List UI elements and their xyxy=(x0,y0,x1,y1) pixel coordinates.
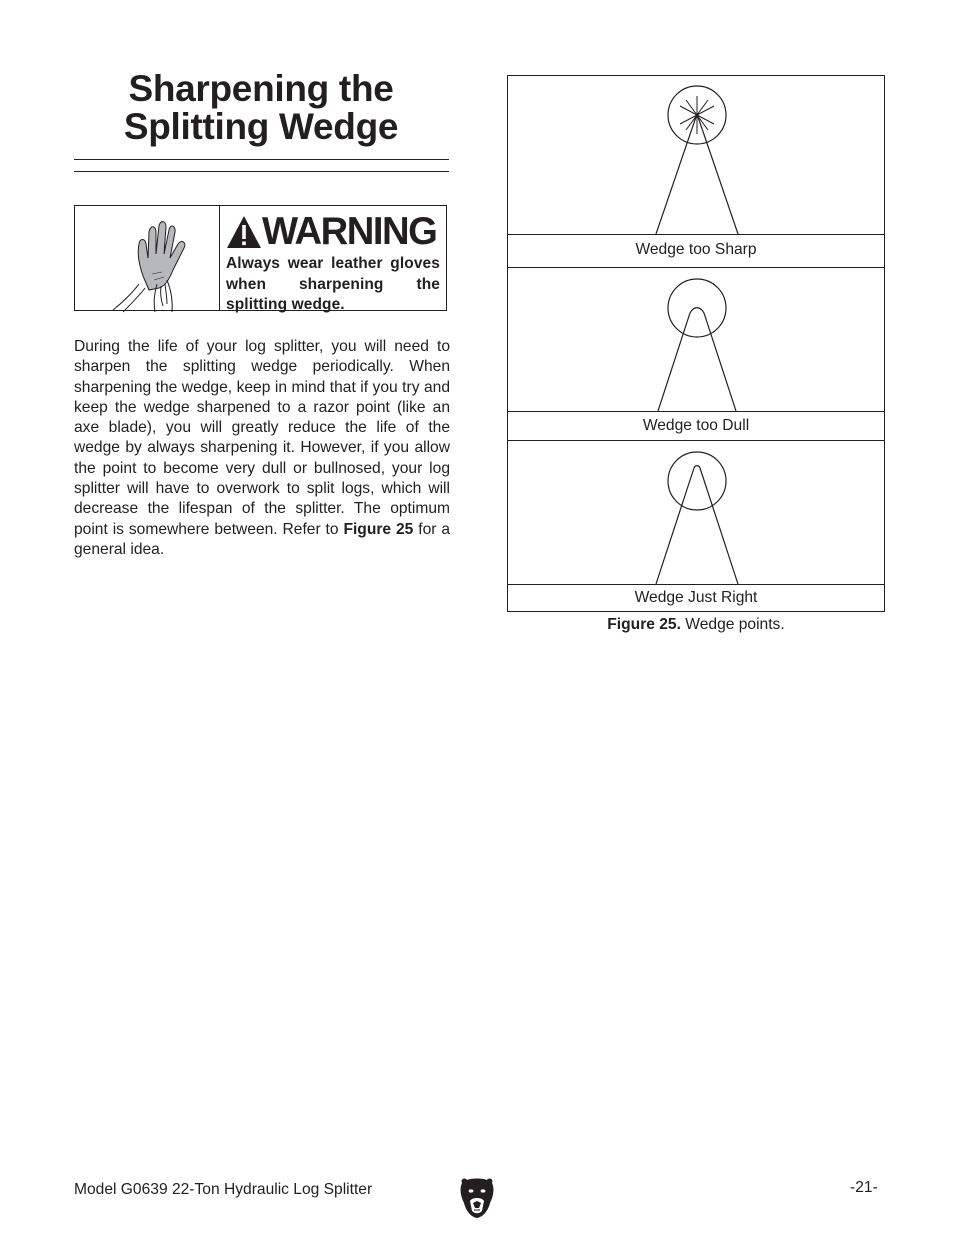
page-title xyxy=(74,70,448,146)
panel-wedge-just-right xyxy=(507,440,885,612)
warning-heading: WARNING xyxy=(262,210,437,253)
bear-logo-icon xyxy=(458,1177,496,1224)
warning-box xyxy=(74,205,447,311)
wedge-too-dull-diagram xyxy=(508,268,884,411)
figure-25 xyxy=(507,75,885,635)
title-rule-bottom xyxy=(74,171,449,172)
warning-text: Always wear leather gloves when sharpening the splitting wedge. xyxy=(226,255,440,313)
figure-caption: Figure 25. Wedge points. xyxy=(607,616,785,633)
figure-reference: Figure 25 xyxy=(343,520,414,538)
wedge-too-sharp-diagram xyxy=(508,76,884,234)
wedge-just-right-diagram xyxy=(508,441,884,584)
page-number: -21- xyxy=(850,1179,878,1196)
panel-wedge-too-dull xyxy=(507,267,885,441)
title-rule-top xyxy=(74,159,449,160)
title-line-2: Splitting Wedge xyxy=(123,106,399,147)
footer-model: Model G0639 22-Ton Hydraulic Log Splitter xyxy=(74,1181,373,1198)
glove-hand-icon xyxy=(75,206,220,310)
panel-label-sharp: Wedge too Sharp xyxy=(508,234,884,267)
panel-wedge-too-sharp xyxy=(507,75,885,268)
panel-label-dull: Wedge too Dull xyxy=(508,411,884,440)
panel-label-just-right: Wedge Just Right xyxy=(508,584,884,611)
body-paragraph: During the life of your log splitter, you will need to sharpen the splitting wedge periodically. When sharpening the wedge, keep in mind that if you try and keep the wedge sharpened to a razor point (like an axe blade), you will greatly reduce the life of the wedge by always sharpening it. However, if you allow the point to become very dull or bullnosed, your log splitter will have to overwork to split logs, which will decrease the lifespan of the splitter. The optimum point is somewhere between. Refer to Figure 25 for a general idea. xyxy=(74,338,450,558)
warning-triangle-icon xyxy=(226,215,262,249)
title-line-1: Sharpening the xyxy=(128,68,394,109)
